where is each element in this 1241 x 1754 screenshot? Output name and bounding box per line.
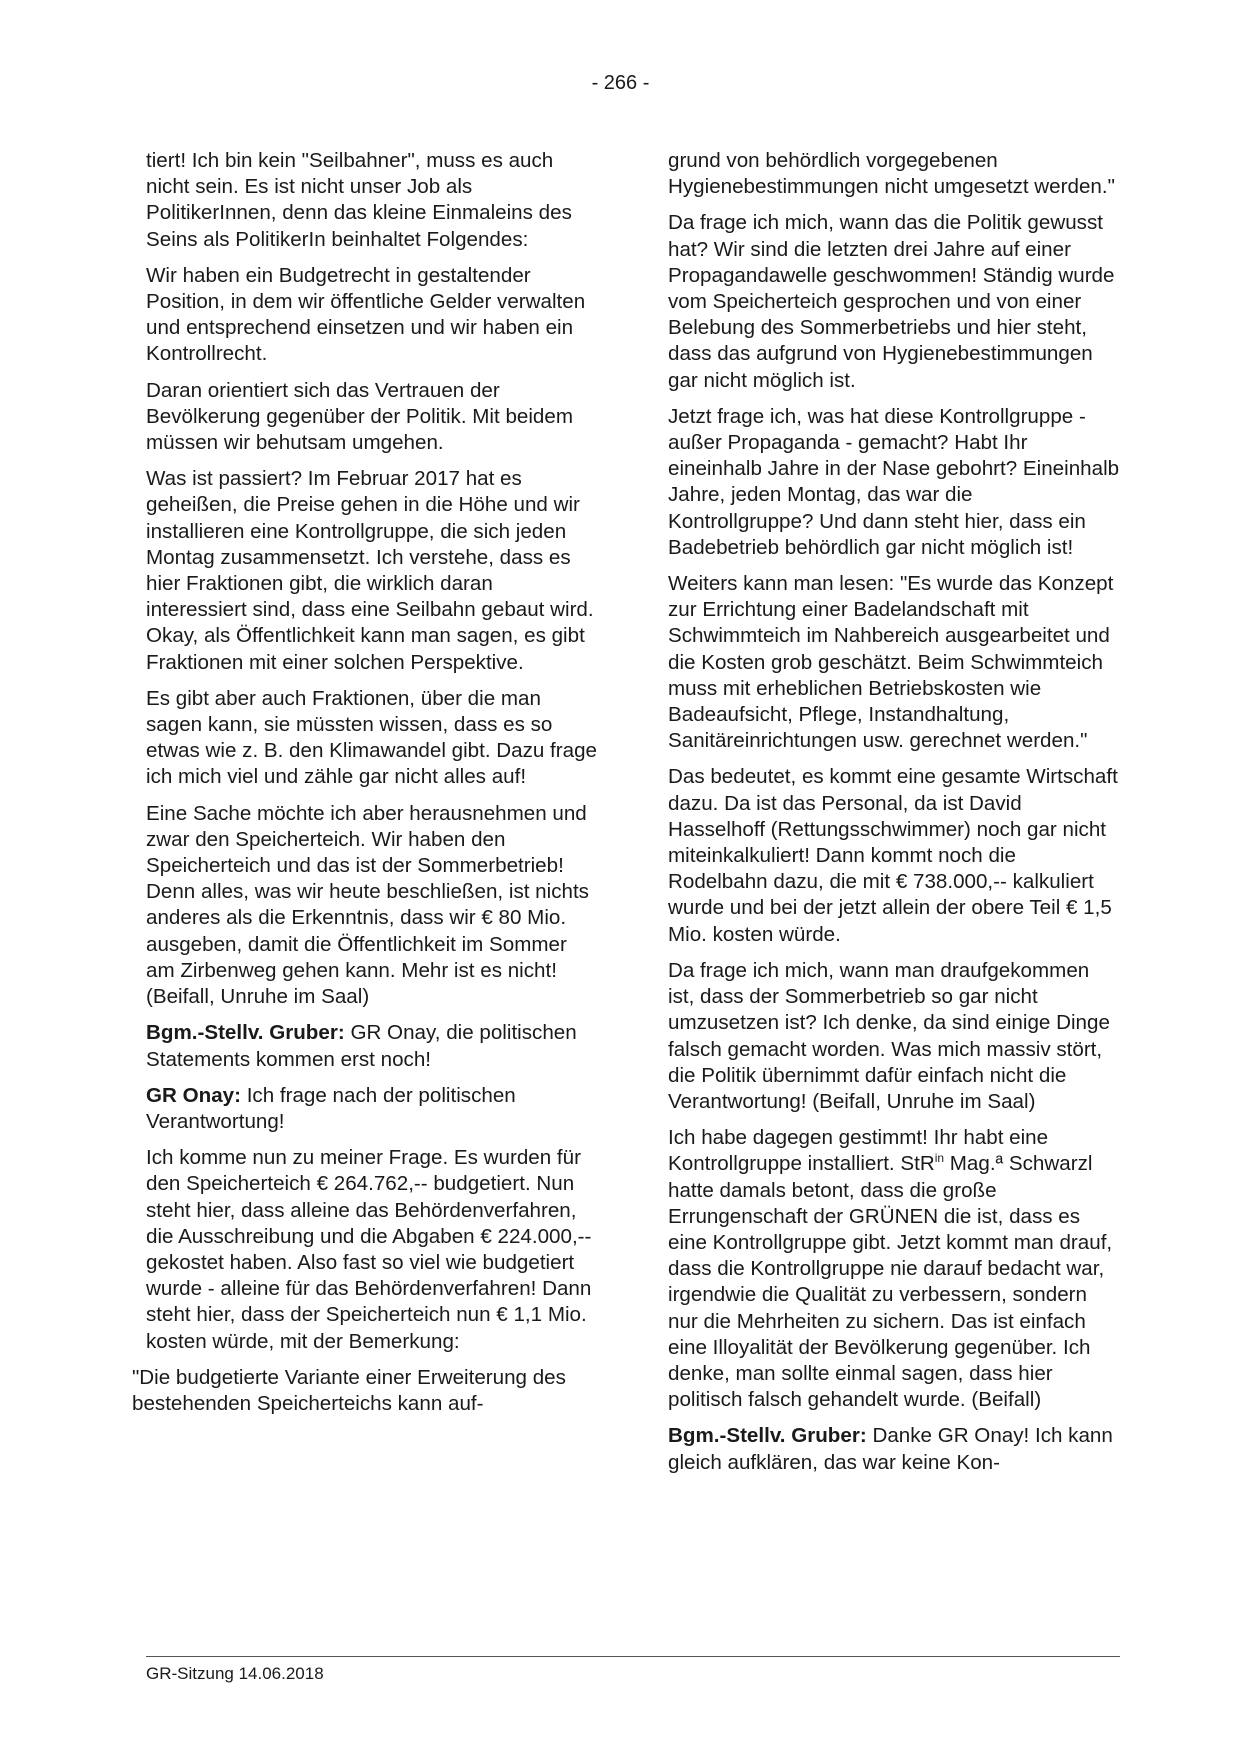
paragraph: Es gibt aber auch Fraktionen, über die man sagen kann, sie müssten wissen, dass es so etwas wie z. B. den Klimawandel gibt. Dazu frage ich mich viel und zähle gar nicht alles auf! <box>146 686 598 789</box>
paragraph: Eine Sache möchte ich aber herausnehmen und zwar den Speicherteich. Wir haben den Speicherteich und das ist der Sommerbetrieb! Denn alles, was wir heute beschließen, ist nichts anderes als die Erkenntnis, dass wir € 80 Mio. ausgeben, damit die Öffentlichkeit im Sommer am Zirbenweg gehen kann. Mehr ist es nicht! (Beifall, Unruhe im Saal) <box>146 801 589 1009</box>
paragraph: Da frage ich mich, wann man draufgekommen ist, dass der Sommerbetrieb so gar nicht umzusetzen ist? Ich denke, da sind einige Dinge falsch gemacht worden. Was mich massiv stört, die Politik übernimmt dafür einfach nicht die Verantwortung! (Beifall, Unruhe im Saal) <box>668 958 1110 1113</box>
speech-text: Danke GR Onay! Ich kann gleich aufklären, das war keine Kon- <box>668 1424 1113 1474</box>
paragraph: Das bedeutet, es kommt eine gesamte Wirtschaft dazu. Da ist das Personal, da ist David Hasselhoff (Rettungsschwimmer) noch gar nicht miteinkalkuliert! Dann kommt noch die Rodelbahn dazu, die mit € 738.000,-- kalkuliert wurde und bei der jetzt allein der obere Teil € 1,5 Mio. kosten würde. <box>668 765 1118 946</box>
text-fragment: Mag.ª Schwarzl hatte damals betont, dass die große Errungenschaft der GRÜNEN die ist, dass es eine Kontrollgruppe gibt. Jetzt kommt man drauf, dass die Kontrollgruppe nie darauf bedacht war, irgendwie die Qualität zu verbessern, sondern nur die Mehrheiten zu sichern. Das ist einfach eine Illoyalität der Bevölkerung gegenüber. Ich denke, man sollte einmal sagen, dass hier politisch falsch gehandelt wurde. (Beifall) <box>668 1152 1113 1412</box>
footer-divider <box>146 1656 1120 1657</box>
left-column <box>132 148 598 1427</box>
right-column <box>668 148 1120 1486</box>
paragraph: Da frage ich mich, wann das die Politik gewusst hat? Wir sind die letzten drei Jahre auf einer Propagandawelle geschwommen! Ständig wurde vom Speicherteich gesprochen und von einer Belebung des Sommerbetriebs und hier steht, dass das aufgrund von Hygienebestimmungen gar nicht möglich ist. <box>668 211 1115 392</box>
text-fragment: Ich habe dagegen gestimmt! Ihr habt eine Kontrollgruppe installiert. StR <box>668 1126 1049 1176</box>
quote-paragraph: "Die budgetierte Variante einer Erweiterung des bestehenden Speicherteichs kann auf- <box>132 1365 566 1415</box>
speech-text: GR Onay, die politischen Statements kommen erst noch! <box>146 1021 577 1071</box>
paragraph: Wir haben ein Budgetrecht in gestaltender Position, in dem wir öffentliche Gelder verwalten und entsprechend einsetzen und wir haben ein Kontrollrecht. <box>146 263 586 366</box>
paragraph <box>668 1125 1120 1413</box>
speech-paragraph <box>668 1423 1120 1475</box>
speaker-name: GR Onay: <box>146 1083 241 1107</box>
paragraph: grund von behördlich vorgegebenen Hygienebestimmungen nicht umgesetzt werden." <box>668 149 1115 199</box>
speech-paragraph <box>146 1083 598 1135</box>
speaker-name: Bgm.-Stellv. Gruber: <box>146 1021 345 1045</box>
speech-paragraph <box>146 1020 598 1072</box>
footer-session-date: GR-Sitzung 14.06.2018 <box>146 1664 324 1683</box>
paragraph: Weiters kann man lesen: "Es wurde das Konzept zur Errichtung einer Badelandschaft mit Schwimmteich im Nahbereich ausgearbeitet und die Kosten grob geschätzt. Beim Schwimmteich muss mit erheblichen Betriebskosten wie Badeaufsicht, Pflege, Instandhaltung, Sanitäreinrichtungen usw. gerechnet werden." <box>668 572 1114 753</box>
superscript: in <box>934 1151 945 1166</box>
paragraph: Daran orientiert sich das Vertrauen der Bevölkerung gegenüber der Politik. Mit beidem müssen wir behutsam umgehen. <box>146 378 573 455</box>
paragraph: Jetzt frage ich, was hat diese Kontrollgruppe - außer Propaganda - gemacht? Habt Ihr eineinhalb Jahre in der Nase gebohrt? Eineinhalb Jahre, jeden Montag, das war die Kontrollgruppe? Und dann steht hier, dass ein Badebetrieb behördlich gar nicht möglich ist! <box>668 404 1120 559</box>
paragraph: Ich komme nun zu meiner Frage. Es wurden für den Speicherteich € 264.762,-- budgetiert. Nun steht hier, dass alleine das Behördenverfahren, die Ausschreibung und die Abgaben € 224.000,-- gekostet haben. Also fast so viel wie budgetiert wurde - alleine für das Behördenverfahren! Dann steht hier, dass der Speicherteich nun € 1,1 Mio. kosten würde, mit der Bemerkung: <box>146 1146 592 1353</box>
paragraph: Was ist passiert? Im Februar 2017 hat es geheißen, die Preise gehen in die Höhe und wir installieren eine Kontrollgruppe, die sich jeden Montag zusammensetzt. Ich verstehe, dass es hier Fraktionen gibt, die wirklich daran interessiert sind, dass eine Seilbahn gebaut wird. Okay, als Öffentlichkeit kann man sagen, es gibt Fraktionen mit einer solchen Perspektive. <box>146 467 594 674</box>
paragraph: tiert! Ich bin kein "Seilbahner", muss es auch nicht sein. Es ist nicht unser Job als PolitikerInnen, denn das kleine Einmaleins des Seins als PolitikerIn beinhaltet Folgendes: <box>146 149 572 251</box>
speech-text: Ich frage nach der politischen Verantwortung! <box>146 1083 516 1133</box>
speaker-name: Bgm.-Stellv. Gruber: <box>668 1424 867 1448</box>
page-number: - 266 - <box>591 72 650 94</box>
